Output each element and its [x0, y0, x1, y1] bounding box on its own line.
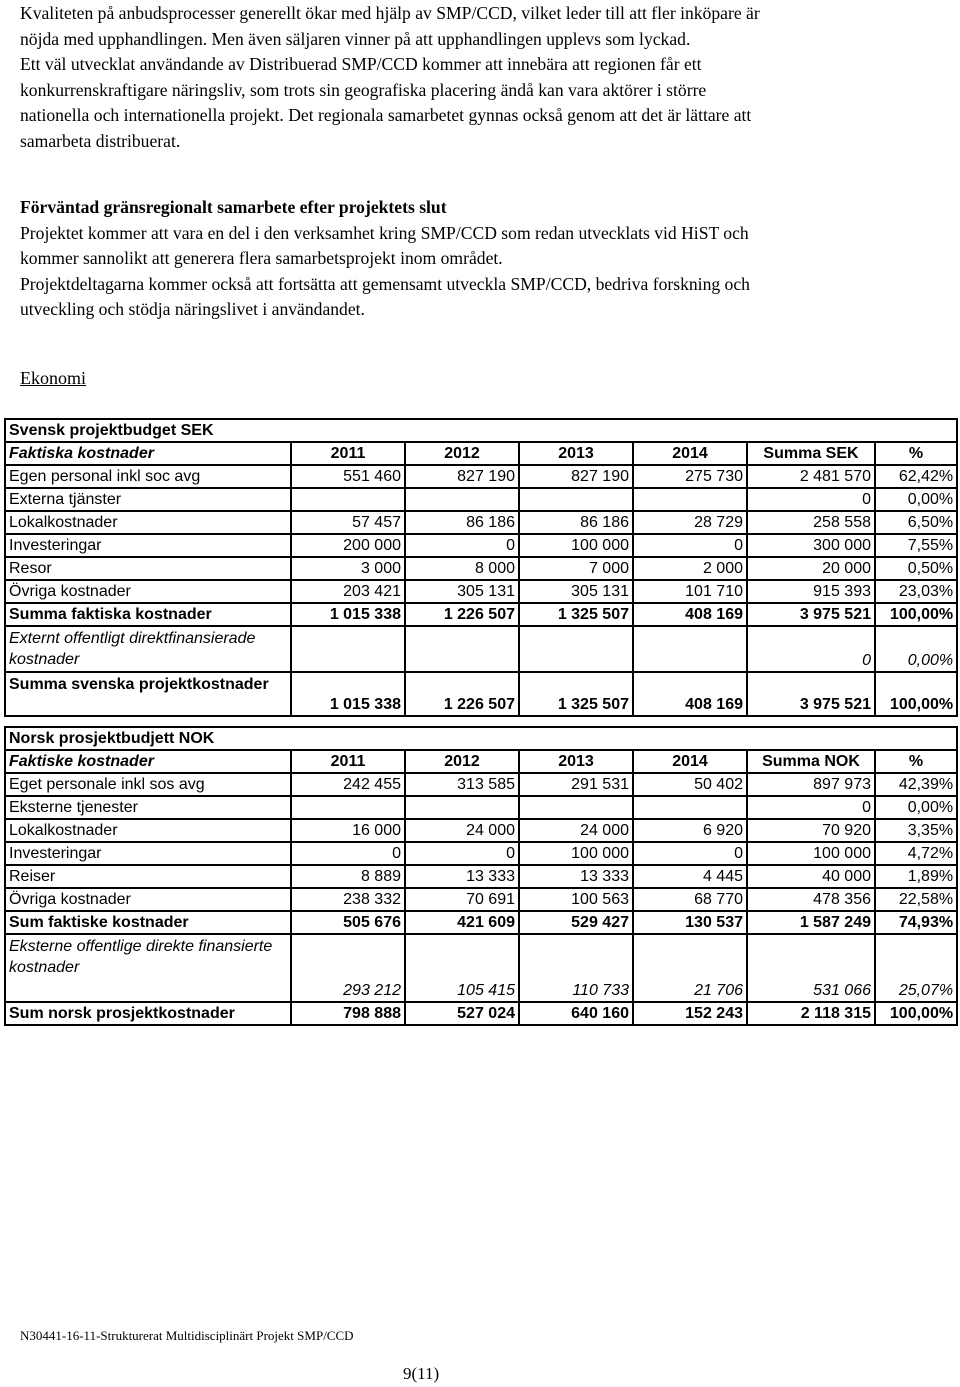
table-title-row [5, 727, 957, 750]
value-cell: 293 212 [291, 934, 405, 1002]
value-cell [519, 796, 633, 819]
value-cell: 0,50% [875, 557, 957, 580]
total-actual-row [5, 911, 957, 934]
value-cell: 0 [405, 842, 519, 865]
value-cell: 1 587 249 [747, 911, 875, 934]
value-cell: 86 186 [519, 511, 633, 534]
table-title: Svensk projektbudget SEK [5, 419, 957, 442]
total-actual-row [5, 603, 957, 626]
value-cell: 105 415 [405, 934, 519, 1002]
value-cell: 0 [633, 842, 747, 865]
value-cell [291, 626, 405, 672]
total-project-row [5, 1002, 957, 1025]
table-header-row [5, 750, 957, 773]
column-header: 2013 [519, 750, 633, 773]
value-cell: 3 000 [291, 557, 405, 580]
table-title-row [5, 419, 957, 442]
column-header: 2011 [291, 750, 405, 773]
value-cell: 42,39% [875, 773, 957, 796]
value-cell: 6,50% [875, 511, 957, 534]
value-cell: 28 729 [633, 511, 747, 534]
value-cell [405, 488, 519, 511]
intro-paragraph [20, 1, 945, 154]
value-cell: 798 888 [291, 1002, 405, 1025]
value-cell: 0 [747, 796, 875, 819]
document-footer: N30441-16-11-Strukturerat Multidisciplinärt Projekt SMP/CCD [20, 1328, 354, 1343]
value-cell: 305 131 [519, 580, 633, 603]
row-label: Eget personale inkl sos avg [5, 773, 291, 796]
value-cell: 640 160 [519, 1002, 633, 1025]
value-cell: 6 920 [633, 819, 747, 842]
value-cell: 0 [747, 626, 875, 672]
row-label: Externa tjänster [5, 488, 291, 511]
value-cell: 3 975 521 [747, 672, 875, 716]
value-cell: 827 190 [519, 465, 633, 488]
value-cell: 0 [405, 534, 519, 557]
intro-line: nöjda med upphandlingen. Men även säljaren vinner på att upphandlingen upplevs som lyckad. [20, 28, 691, 49]
table-row [5, 865, 957, 888]
value-cell: 23,03% [875, 580, 957, 603]
table-row [5, 888, 957, 911]
value-cell [633, 488, 747, 511]
row-label: Övriga kostnader [5, 888, 291, 911]
value-cell: 100 000 [747, 842, 875, 865]
table-row [5, 819, 957, 842]
value-cell: 421 609 [405, 911, 519, 934]
value-cell: 100,00% [875, 603, 957, 626]
row-label: Summa svenska projektkostnader [5, 672, 291, 716]
column-header: Summa NOK [747, 750, 875, 773]
expected-line: utveckling och stödja näringslivet i användandet. [20, 299, 365, 319]
economy-heading: Ekonomi [20, 368, 86, 388]
value-cell: 7 000 [519, 557, 633, 580]
table-row [5, 580, 957, 603]
intro-line: nationella och internationella projekt. Det regionala samarbetet gynnas också genom att det är lättare att [20, 105, 752, 125]
column-header: % [875, 442, 957, 465]
value-cell: 22,58% [875, 888, 957, 911]
row-label: Övriga kostnader [5, 580, 291, 603]
row-label: Sum norsk prosjektkostnader [5, 1002, 291, 1025]
column-header: 2013 [519, 442, 633, 465]
value-cell: 2 481 570 [747, 465, 875, 488]
value-cell: 110 733 [519, 934, 633, 1002]
value-cell: 1,89% [875, 865, 957, 888]
table-row [5, 842, 957, 865]
value-cell: 152 243 [633, 1002, 747, 1025]
value-cell: 531 066 [747, 934, 875, 1002]
table-row [5, 773, 957, 796]
value-cell: 101 710 [633, 580, 747, 603]
value-cell: 70 691 [405, 888, 519, 911]
value-cell: 527 024 [405, 1002, 519, 1025]
value-cell: 1 226 507 [405, 603, 519, 626]
value-cell: 1 325 507 [519, 603, 633, 626]
column-header: 2014 [633, 442, 747, 465]
value-cell: 0,00% [875, 796, 957, 819]
column-header: 2012 [405, 750, 519, 773]
value-cell: 408 169 [633, 603, 747, 626]
value-cell: 62,42% [875, 465, 957, 488]
page-number: 9(11) [403, 1364, 440, 1383]
value-cell: 897 973 [747, 773, 875, 796]
value-cell: 1 015 338 [291, 672, 405, 716]
row-label: Lokalkostnader [5, 511, 291, 534]
value-cell: 313 585 [405, 773, 519, 796]
value-cell: 7,55% [875, 534, 957, 557]
value-cell: 200 000 [291, 534, 405, 557]
external-public-row [5, 934, 957, 1002]
value-cell [519, 626, 633, 672]
row-label: Resor [5, 557, 291, 580]
intro-line: Ett väl utvecklat användande av Distribuerad SMP/CCD kommer att innebära att regionen får ett [20, 54, 702, 74]
row-label: Summa faktiska kostnader [5, 603, 291, 626]
value-cell: 13 333 [405, 865, 519, 888]
value-cell: 551 460 [291, 465, 405, 488]
value-cell: 13 333 [519, 865, 633, 888]
row-label: Externt offentligt direktfinansierade kostnader [5, 626, 291, 672]
value-cell: 86 186 [405, 511, 519, 534]
value-cell: 0 [747, 488, 875, 511]
value-cell: 68 770 [633, 888, 747, 911]
value-cell: 100 000 [519, 534, 633, 557]
row-label: Investeringar [5, 842, 291, 865]
value-cell: 70 920 [747, 819, 875, 842]
table-row [5, 511, 957, 534]
value-cell: 3,35% [875, 819, 957, 842]
value-cell: 529 427 [519, 911, 633, 934]
swedish-budget-table [4, 418, 958, 717]
expected-line: Projektet kommer att vara en del i den verksamhet kring SMP/CCD som redan utvecklats vid HiST och [20, 222, 749, 243]
table-row [5, 488, 957, 511]
column-header: % [875, 750, 957, 773]
value-cell: 1 325 507 [519, 672, 633, 716]
value-cell [633, 626, 747, 672]
value-cell: 258 558 [747, 511, 875, 534]
value-cell: 4 445 [633, 865, 747, 888]
value-cell [405, 626, 519, 672]
expected-cooperation-section [20, 195, 945, 323]
value-cell: 2 000 [633, 557, 747, 580]
intro-line: samarbeta distribuerat. [20, 130, 181, 151]
table-row [5, 796, 957, 819]
row-label: Eksterne tjenester [5, 796, 291, 819]
value-cell: 24 000 [405, 819, 519, 842]
column-header: Faktiska kostnader [5, 442, 291, 465]
intro-line: Kvaliteten på anbudsprocesser generellt ökar med hjälp av SMP/CCD, vilket leder till att fler inköpare är [20, 3, 760, 23]
value-cell: 57 457 [291, 511, 405, 534]
table-header-row [5, 442, 957, 465]
value-cell: 203 421 [291, 580, 405, 603]
total-project-row [5, 672, 957, 716]
value-cell: 20 000 [747, 557, 875, 580]
value-cell: 8 000 [405, 557, 519, 580]
value-cell: 8 889 [291, 865, 405, 888]
value-cell: 300 000 [747, 534, 875, 557]
row-label: Sum faktiske kostnader [5, 911, 291, 934]
value-cell: 238 332 [291, 888, 405, 911]
row-label: Eksterne offentlige direkte finansierte kostnader [5, 934, 291, 1002]
value-cell: 130 537 [633, 911, 747, 934]
value-cell: 4,72% [875, 842, 957, 865]
value-cell: 21 706 [633, 934, 747, 1002]
value-cell: 100 563 [519, 888, 633, 911]
row-label: Investeringar [5, 534, 291, 557]
value-cell: 2 118 315 [747, 1002, 875, 1025]
table-row [5, 465, 957, 488]
value-cell [519, 488, 633, 511]
value-cell: 0,00% [875, 626, 957, 672]
value-cell: 24 000 [519, 819, 633, 842]
value-cell: 40 000 [747, 865, 875, 888]
column-header: Summa SEK [747, 442, 875, 465]
norwegian-budget-table [4, 726, 958, 1026]
value-cell: 242 455 [291, 773, 405, 796]
value-cell [291, 796, 405, 819]
value-cell: 50 402 [633, 773, 747, 796]
column-header: Faktiske kostnader [5, 750, 291, 773]
expected-line: Projektdeltagarna kommer också att fortsätta att gemensamt utveckla SMP/CCD, bedriva forskning och [20, 273, 750, 294]
value-cell: 1 015 338 [291, 603, 405, 626]
value-cell: 505 676 [291, 911, 405, 934]
value-cell: 3 975 521 [747, 603, 875, 626]
table-row [5, 557, 957, 580]
external-public-row [5, 626, 957, 672]
value-cell: 408 169 [633, 672, 747, 716]
value-cell: 25,07% [875, 934, 957, 1002]
column-header: 2012 [405, 442, 519, 465]
value-cell: 0 [291, 842, 405, 865]
intro-line: konkurrenskraftigare näringsliv, som trots sin geografiska placering ändå kan vara aktörer i större [20, 79, 707, 100]
row-label: Lokalkostnader [5, 819, 291, 842]
value-cell: 478 356 [747, 888, 875, 911]
value-cell [405, 796, 519, 819]
column-header: 2014 [633, 750, 747, 773]
row-label: Reiser [5, 865, 291, 888]
value-cell: 0,00% [875, 488, 957, 511]
value-cell: 100 000 [519, 842, 633, 865]
value-cell: 74,93% [875, 911, 957, 934]
column-header: 2011 [291, 442, 405, 465]
value-cell: 305 131 [405, 580, 519, 603]
value-cell: 0 [633, 534, 747, 557]
value-cell [633, 796, 747, 819]
expected-line: kommer sannolikt att generera flera samarbetsprojekt inom området. [20, 248, 503, 268]
value-cell: 275 730 [633, 465, 747, 488]
table-title: Norsk prosjektbudjett NOK [5, 727, 957, 750]
row-label: Egen personal inkl soc avg [5, 465, 291, 488]
value-cell: 827 190 [405, 465, 519, 488]
value-cell: 915 393 [747, 580, 875, 603]
value-cell: 100,00% [875, 1002, 957, 1025]
value-cell [291, 488, 405, 511]
table-row [5, 534, 957, 557]
value-cell: 291 531 [519, 773, 633, 796]
value-cell: 16 000 [291, 819, 405, 842]
section-heading: Förväntad gränsregionalt samarbete efter projektets slut [20, 197, 447, 217]
value-cell: 1 226 507 [405, 672, 519, 716]
value-cell: 100,00% [875, 672, 957, 716]
